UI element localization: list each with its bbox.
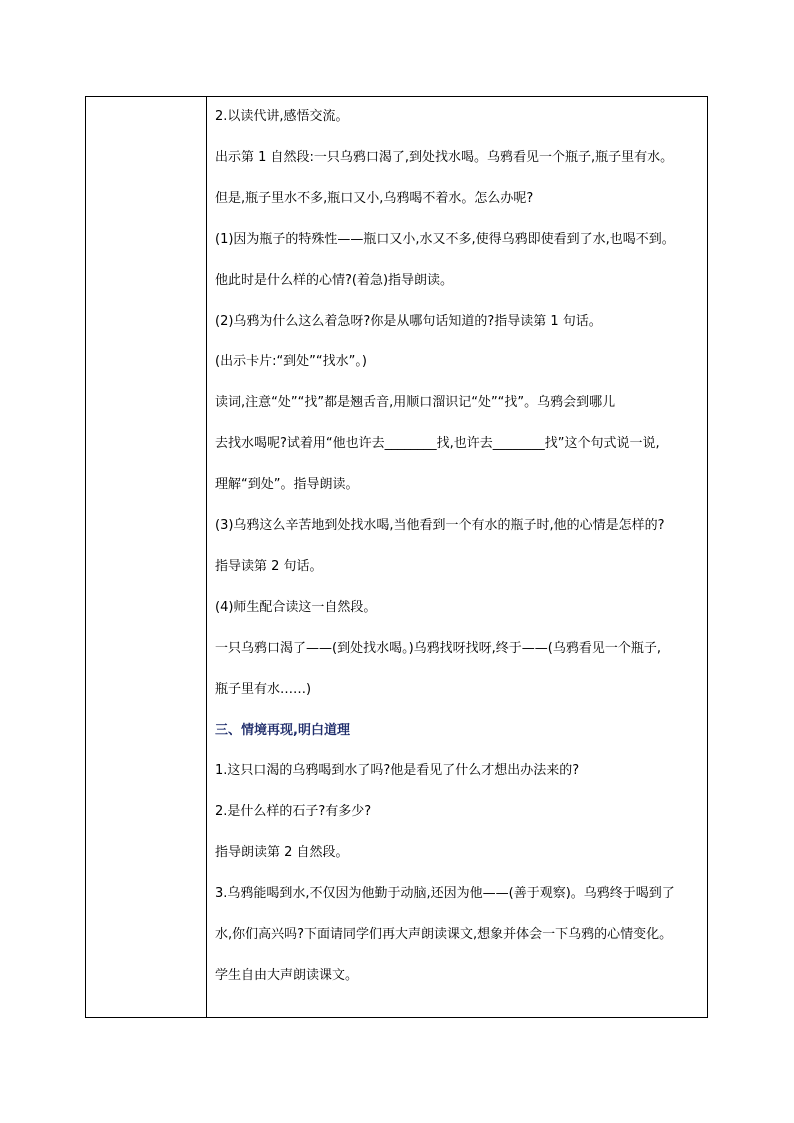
text-line: 读词,注意“处”“找”都是翘舌音,用顺口溜识记“处”“找”。乌鸦会到哪儿 (215, 395, 616, 411)
section-heading: 三、情境再现,明白道理 (215, 722, 350, 738)
text-line: 出示第 1 自然段:一只乌鸦口渴了,到处找水喝。乌鸦看见一个瓶子,瓶子里有水。 (215, 149, 674, 165)
lesson-table (85, 96, 708, 1018)
text-line: 一只乌鸦口渴了——(到处找水喝。)乌鸦找呀找呀,终于——(乌鸦看见一个瓶子, (215, 640, 661, 656)
text-line: (4)师生配合读这一自然段。 (215, 599, 377, 615)
text-line: 他此时是什么样的心情?(着急)指导朗读。 (215, 272, 454, 288)
text-line: 水,你们高兴吗?下面请同学们再大声朗读课文,想象并体会一下乌鸦的心情变化。 (215, 927, 673, 942)
table-content-cell (207, 97, 707, 1017)
text-line: 指导读第 2 句话。 (215, 558, 323, 574)
table-left-cell (86, 97, 207, 1017)
text-line: 但是,瓶子里水不多,瓶口又小,乌鸦喝不着水。怎么办呢? (215, 190, 534, 206)
text-line: 去找水喝呢?试着用“他也许去________找,也许去________找”这个句式说一说, (215, 436, 660, 452)
text-line: (1)因为瓶子的特殊性——瓶口又小,水又不多,使得乌鸦即使看到了水,也喝不到。 (215, 231, 675, 247)
text-line: 3.乌鸦能喝到水,不仅因为他勤于动脑,还因为他——(善于观察)。乌鸦终于喝到了 (215, 886, 675, 902)
text-line: (3)乌鸦这么辛苦地到处找水喝,当他看到一个有水的瓶子时,他的心情是怎样的? (215, 518, 665, 533)
text-line: 瓶子里有水……) (215, 681, 312, 697)
text-line: (出示卡片:“到处”“找水”。) (215, 354, 367, 370)
text-line: 2.是什么样的石子?有多少? (215, 804, 372, 820)
text-line: 理解“到处”。指导朗读。 (215, 477, 359, 493)
text-line: 2.以读代讲,感悟交流。 (215, 109, 349, 124)
text-line: 指导朗读第 2 自然段。 (215, 845, 349, 861)
text-line: 1.这只口渴的乌鸦喝到水了吗?他是看见了什么才想出办法来的? (215, 763, 580, 779)
text-line: (2)乌鸦为什么这么着急呀?你是从哪句话知道的?指导读第 1 句话。 (215, 313, 602, 329)
text-line: 学生自由大声朗读课文。 (215, 967, 359, 983)
